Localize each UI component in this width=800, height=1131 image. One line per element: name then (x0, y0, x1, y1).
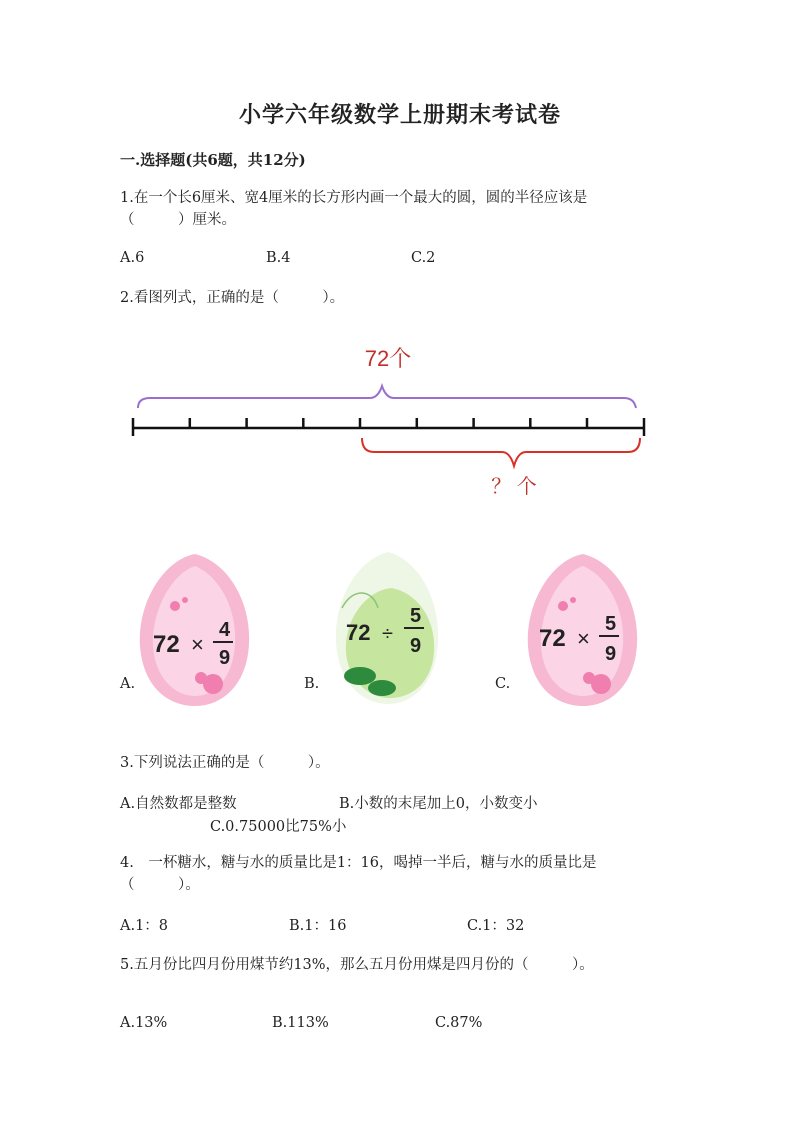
option-a-pink-leaf-card (135, 548, 255, 710)
question-3-option-c: C.0.75000比75%小 (210, 819, 347, 835)
option-a-numerator: 4 (219, 619, 231, 641)
option-b-denominator: 9 (410, 635, 422, 657)
question-4-option-c: C.1：32 (467, 918, 525, 934)
option-c-numerator: 5 (605, 613, 617, 635)
question-1-line-1: 1.在一个长6厘米、宽4厘米的长方形内画一个最大的圆，圆的半径应该是 (120, 190, 588, 206)
question-5-option-a: A.13% (120, 1015, 168, 1031)
question-5-text: 5.五月份比四月份用煤节约13%，那么五月份用煤是四月份的（ ）。 (120, 957, 594, 973)
option-c-denominator: 9 (605, 643, 617, 665)
question-5-option-c: C.87% (435, 1015, 483, 1031)
option-b-green-leaf-card (332, 548, 444, 708)
question-1-option-a: A.6 (120, 250, 145, 266)
top-brace-label: 72个 (364, 346, 412, 371)
question-2-option-c-label: C. (495, 676, 511, 692)
question-3-option-a: A.自然数都是整数 (120, 796, 237, 812)
line-segment-diagram (120, 330, 660, 510)
option-c-pink-leaf-card (523, 548, 643, 710)
question-4-option-b: B.1：16 (289, 918, 347, 934)
question-2-option-b-label: B. (304, 676, 320, 692)
page-title: 小学六年级数学上册期末考试卷 (238, 102, 561, 128)
question-1-option-b: B.4 (266, 250, 291, 266)
option-a-whole-number: 72 (153, 631, 180, 658)
option-b-operator: ÷ (382, 623, 393, 645)
question-1-option-c: C.2 (411, 250, 436, 266)
question-4-option-a: A.1：8 (120, 918, 169, 934)
bottom-brace-label: ？ 个 (491, 476, 537, 498)
question-5-option-b: B.113% (272, 1015, 329, 1031)
question-2-option-a-label: A. (120, 676, 136, 692)
question-3-option-b: B.小数的末尾加上0，小数变小 (339, 796, 538, 812)
question-2-text: 2.看图列式，正确的是（ ）。 (120, 290, 345, 306)
bottom-brace (362, 438, 640, 466)
option-b-whole-number: 72 (346, 620, 371, 645)
option-a-operator: × (191, 632, 204, 657)
question-4-line-1: 4. 一杯糖水，糖与水的质量比是1：16，喝掉一半后，糖与水的质量比是 (120, 855, 597, 871)
option-c-whole-number: 72 (539, 625, 566, 652)
question-3-text: 3.下列说法正确的是（ ）。 (120, 755, 330, 771)
section-heading: 一.选择题(共6题，共12分) (120, 151, 306, 169)
option-c-operator: × (577, 626, 590, 651)
option-b-numerator: 5 (410, 605, 422, 627)
question-4-line-2: （ ）。 (120, 877, 200, 893)
option-a-denominator: 9 (219, 647, 231, 669)
question-1-line-2: （ ）厘米。 (120, 212, 236, 228)
top-brace (138, 386, 636, 408)
